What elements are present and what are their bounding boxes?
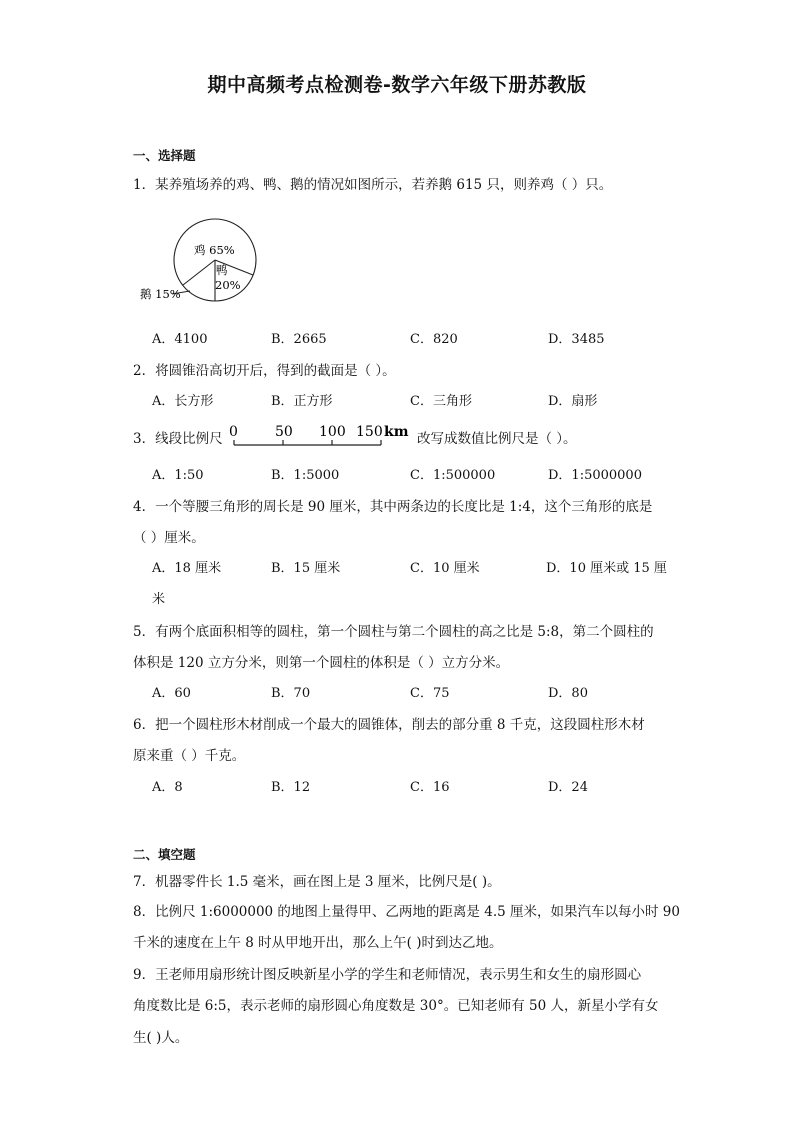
question-4-line2: （ ）厘米。 <box>133 530 205 546</box>
q6-option-b: B．12 <box>271 780 311 795</box>
question-8-line2: 千米的速度在上午 8 时从甲地开出，那么上午( )时到达乙地。 <box>133 935 503 951</box>
question-9-line1: 9．王老师用扇形统计图反映新星小学的学生和老师情况，表示男生和女生的扇形圆心 <box>133 967 642 983</box>
question-9-line2: 角度数比是 6:5，表示老师的扇形圆心角度数是 30°。已知老师有 50 人，新星小学有女 <box>133 998 659 1014</box>
question-5-line2: 体积是 120 立方分米，则第一个圆柱的体积是（ ）立方分米。 <box>133 655 510 671</box>
question-3-suffix: 改写成数值比例尺是（ ）。 <box>417 431 577 447</box>
pie-label-chicken: 鸡 65% <box>194 243 235 257</box>
q3-option-a: A．1:50 <box>152 468 204 483</box>
scale-label-50: 50 <box>275 424 293 440</box>
section-heading-fill: 二、填空题 <box>133 847 196 862</box>
q5-option-d: D．80 <box>548 686 588 701</box>
q5-option-a: A．60 <box>152 686 191 701</box>
line-scale-bar <box>226 417 416 453</box>
question-9-line3: 生( )人。 <box>133 1030 189 1046</box>
question-6-line1: 6．把一个圆柱形木材削成一个最大的圆锥体，削去的部分重 8 千克，这段圆柱形木材 <box>133 717 645 733</box>
q2-option-b: B．正方形 <box>271 394 333 409</box>
pie-label-duck: 鸭 <box>216 263 228 277</box>
scale-label-150: 150 <box>356 424 383 440</box>
question-5-line1: 5．有两个底面积相等的圆柱，第一个圆柱与第二个圆柱的高之比是 5:8，第二个圆柱的 <box>133 624 654 640</box>
pie-label-goose: 鹅 15% <box>140 287 181 301</box>
scale-label-0: 0 <box>229 424 238 440</box>
q1-option-b: B．2665 <box>271 332 327 347</box>
q4-option-b: B．15 厘米 <box>271 561 341 576</box>
q4-option-d-wrap: 米 <box>152 592 166 607</box>
pie-label-duck-pct: 20% <box>215 278 241 292</box>
q1-option-c: C．820 <box>410 332 458 347</box>
q6-option-c: C．16 <box>410 780 450 795</box>
q3-option-c: C．1:500000 <box>410 468 496 483</box>
question-8-line1: 8．比例尺 1:6000000 的地图上量得甲、乙两地的距离是 4.5 厘米，如果汽车以每小时 90 <box>133 904 680 920</box>
scale-label-100: 100 <box>319 424 346 440</box>
q2-option-a: A．长方形 <box>152 394 214 409</box>
question-1-text: 1．某养殖场养的鸡、鸭、鹅的情况如图所示，若养鹅 615 只，则养鸡（ ）只。 <box>133 177 613 193</box>
pie-chart <box>130 210 270 305</box>
q4-option-d: D．10 厘米或 15 厘 <box>546 561 667 576</box>
q5-option-c: C．75 <box>410 686 450 701</box>
q6-option-d: D．24 <box>548 780 588 795</box>
q4-option-a: A．18 厘米 <box>152 561 222 576</box>
q3-option-b: B．1:5000 <box>271 468 340 483</box>
q3-option-d: D．1:5000000 <box>548 468 642 483</box>
scale-unit: km <box>384 424 409 440</box>
q5-option-b: B．70 <box>271 686 311 701</box>
q1-option-a: A．4100 <box>152 332 208 347</box>
q2-option-c: C．三角形 <box>410 394 472 409</box>
question-2-text: 2．将圆锥沿高切开后，得到的截面是（ ）。 <box>133 363 396 379</box>
q6-option-a: A．8 <box>152 780 183 795</box>
q2-option-d: D．扇形 <box>548 394 598 409</box>
page-title: 期中高频考点检测卷-数学六年级下册苏教版 <box>207 74 587 96</box>
question-3-prefix: 3．线段比例尺 <box>133 431 223 447</box>
question-6-line2: 原来重（ ）千克。 <box>133 748 246 764</box>
q1-option-d: D．3485 <box>548 332 605 347</box>
section-heading-choice: 一、选择题 <box>133 148 196 163</box>
question-7-text: 7．机器零件长 1.5 毫米，画在图上是 3 厘米，比例尺是( )。 <box>133 874 501 890</box>
q4-option-c: C．10 厘米 <box>410 561 480 576</box>
question-4-line1: 4．一个等腰三角形的周长是 90 厘米，其中两条边的长度比是 1:4，这个三角形的底是 <box>133 499 653 515</box>
